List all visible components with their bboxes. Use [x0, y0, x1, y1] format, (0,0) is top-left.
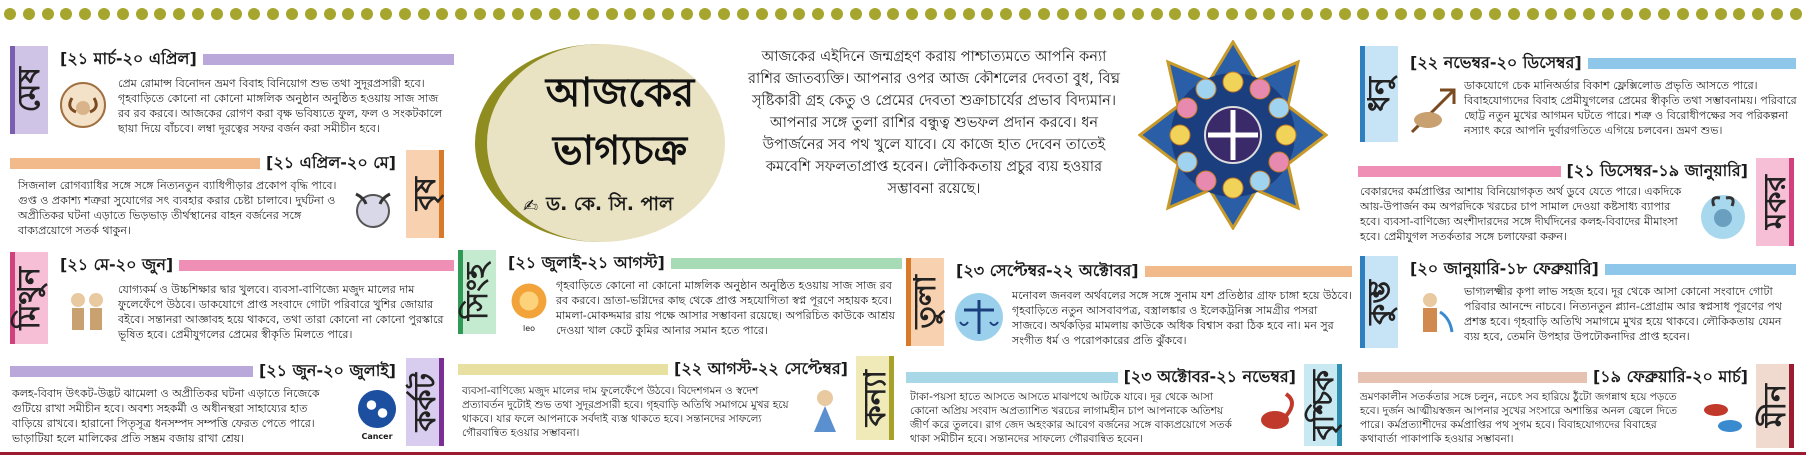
border-dot	[1790, 8, 1802, 20]
border-dot	[173, 8, 185, 20]
border-dot	[1207, 8, 1219, 20]
maiden-icon	[796, 380, 854, 438]
cancer-text: কলহ-বিবাদ উৎকট-উদ্ভট ঝামেলা ও অপ্রীতিকর ঘটনা এড়াতে নিজেকে গুটিয়ে রাখা সমীচীন হবে। অবশ্য সহকর্মী ও অধীনস্থরা সাহায্যের হাত বাড়িয়ে রাখবে। হারানো পিতৃসূত্র ধনসম্পদ সম্পত্তি ফেরত পেতে পারে। ভাড়াটিয়া হলে মালিকের প্রতি সম্ভ্রম বজায় রাখা শ্রেয়।	[12, 387, 320, 445]
border-dot	[1583, 8, 1595, 20]
border-dot	[42, 8, 54, 20]
libra-color-bar	[1145, 266, 1352, 277]
cancer-tab	[406, 358, 444, 446]
taurus-color-bar	[10, 158, 260, 169]
border-dot	[361, 8, 373, 20]
lion-icon	[500, 276, 558, 334]
sagittarius-date-row	[1404, 50, 1796, 76]
sagittarius-dates: [২২ নভেম্বর-২০ ডিসেম্বর]	[1410, 52, 1582, 72]
crab-icon	[348, 384, 406, 442]
border-dot	[60, 8, 72, 20]
border-dot	[1357, 8, 1369, 20]
libra-text: মনোবল জনবল অর্থবলের সঙ্গে সঙ্গে সুনাম যশ প্রতিষ্ঠার গ্রাফ চাঙ্গা হয়ে উঠবে। গৃহবাড়িতে নতুন আসবাবপত্র, বস্ত্রালঙ্কার ও ইলেকট্রনিক্স সামগ্রীর পসরা সাজবে। অর্থকড়ির মামলায় কাউকে অধিক বিশ্বাস করা ঠিক হবে না। মন সুর সংগীত ধর্ম ও পরোপকারের প্রতি ঝুঁকবে।	[1012, 289, 1352, 347]
aquarius-name: কুম্ভ	[1361, 279, 1397, 325]
scorpio-date-row	[906, 364, 1302, 390]
leo-text: গৃহবাড়িতে কোনো না কোনো মাঙ্গলিক অনুষ্ঠান অনুষ্ঠিত হওয়ায় সাজ সাজ রব রব করবে। ভ্রাতা-ভগ্নিদের কাছ থেকে প্রাপ্ত সহযোগিতা স্বপ্ন পূরণে সহায়ক হবে। মামলা-মোকদ্দমার রায় পক্ষে আসার সম্ভাবনা রয়েছে। অপরিচিত কাউকে আশ্রয় দেওয়া খাল কেটে কুমির আনার সমান হতে পারে।	[556, 279, 895, 337]
border-dot	[1545, 8, 1557, 20]
border-dot	[1677, 8, 1689, 20]
border-dot	[1057, 8, 1069, 20]
archer-icon	[1404, 82, 1462, 140]
sagittarius-text: ডাকযোগে চেক মানিঅর্ডার বিকাশ ফ্লেক্সিলোড প্রভৃতি আসতে পারে। বিবাহযোগ্যদের বিবাহ প্রেমীযুগলের প্রেমের স্বীকৃতি তথা সম্ভাবনাময়। পরিবারে ছোট্ট নতুন মুখের আগমন ঘটতে পারে। শত্রু ও বিরোধীপক্ষের সব পরিকল্পনা নস্যাৎ করে আপনি দুর্বারগতিতে এগিয়ে চলবেন। ভ্রমণ শুভ।	[1464, 79, 1797, 137]
virgo-name: কন্যা	[857, 369, 893, 427]
pisces-dates: [১৯ ফেব্রুয়ারি-২০ মার্চ]	[1592, 366, 1748, 386]
border-dot	[380, 8, 392, 20]
gemini-tab	[10, 252, 48, 344]
libra-dates: [২৩ সেপ্টেম্বর-২২ অক্টোবর]	[956, 260, 1139, 280]
virgo-date-row	[458, 356, 854, 382]
border-dot	[1019, 8, 1031, 20]
scorpio-dates: [২৩ অক্টোবর-২১ নভেম্বর]	[1123, 366, 1296, 386]
border-dot	[418, 8, 430, 20]
cancer-name: কর্কট	[407, 372, 443, 432]
virgo-color-bar	[458, 364, 668, 375]
border-dot	[1489, 8, 1501, 20]
border-dot	[192, 8, 204, 20]
border-dot	[1075, 8, 1087, 20]
leo-icon-label: leo	[522, 323, 536, 333]
gemini-date-row	[54, 252, 454, 278]
gemini-name: মিথুন	[11, 266, 47, 330]
zodiac-wheel-icon	[1138, 40, 1328, 230]
aries-tab	[10, 46, 48, 134]
leo-color-bar	[671, 258, 902, 269]
border-dot	[1320, 8, 1332, 20]
author-name: ড. কে. সি. পাল	[546, 193, 674, 215]
intro-paragraph-1: আজকের এইদিনে জন্মগ্রহণ করায় পাশ্চাত্যমতে আপনি কন্যা রাশির জাতব্যক্তি। আপনার ওপর আজ কৌশলের দেবতা বুধ, বিঘ্ন সৃষ্টিকারী গ্রহ কেতু ও প্রেমের দেবতা শুক্রাচার্যের প্রভাব বিদ্যমান।	[748, 49, 1120, 109]
border-dot	[1188, 8, 1200, 20]
border-dot	[1169, 8, 1181, 20]
virgo-dates: [২২ আগস্ট-২২ সেপ্টেম্বর]	[674, 358, 848, 378]
border-dot	[568, 8, 580, 20]
border-dot	[1602, 8, 1614, 20]
cancer-dates: [২১ জুন-২০ জুলাই]	[258, 360, 396, 380]
border-dot	[1771, 8, 1783, 20]
border-dot	[1564, 8, 1576, 20]
intro-paragraph-2: আপনার সঙ্গে তুলা রাশির বন্ধুত্ব শুভফল প্রদান করবে। ধন উপার্জনের সব পথ খুলে যাবে। যে কাজে হাত দেবেন তাতেই কমবেশি সফলতাপ্রাপ্ত হবেন। লৌকিকতায় প্রচুর ব্যয় হওয়ার সম্ভাবনা রয়েছে।	[762, 115, 1106, 197]
capricorn-name: মকর	[1757, 174, 1793, 230]
border-dot	[1376, 8, 1388, 20]
border-dot	[1621, 8, 1633, 20]
cancer-date-row	[10, 358, 402, 384]
border-dot	[305, 8, 317, 20]
border-dot	[850, 8, 862, 20]
border-dot	[549, 8, 561, 20]
border-dot	[1132, 8, 1144, 20]
sagittarius-tab	[1360, 46, 1398, 142]
border-dot	[1226, 8, 1238, 20]
border-dot	[79, 8, 91, 20]
border-dot	[1733, 8, 1745, 20]
page-title	[515, 64, 725, 180]
border-dot	[1282, 8, 1294, 20]
leo-dates: [২১ জুলাই-২১ আগস্ট]	[508, 252, 665, 272]
pisces-tab	[1756, 364, 1794, 448]
capricorn-dates: [২১ ডিসেম্বর-১৯ জানুয়ারি]	[1566, 160, 1748, 180]
leo-tab	[458, 250, 496, 334]
border-dot	[136, 8, 148, 20]
border-dot	[1094, 8, 1106, 20]
border-dot	[1414, 8, 1426, 20]
border-dot	[98, 8, 110, 20]
taurus-date-row	[10, 150, 402, 176]
taurus-name: বৃষ	[407, 177, 443, 211]
border-dot	[681, 8, 693, 20]
border-dot	[1245, 8, 1257, 20]
water-bearer-icon	[1404, 284, 1462, 342]
border-dot	[248, 8, 260, 20]
border-dot	[1301, 8, 1313, 20]
border-dot	[1696, 8, 1708, 20]
aries-date-row	[54, 46, 454, 72]
scorpio-tab	[1304, 364, 1342, 446]
virgo-tab	[856, 356, 894, 440]
pisces-date-row	[1358, 364, 1754, 390]
capricorn-tab	[1756, 158, 1794, 246]
gemini-color-bar	[179, 260, 454, 271]
taurus-tab	[406, 150, 444, 238]
border-dot	[775, 8, 787, 20]
border-dot	[512, 8, 524, 20]
border-dot	[981, 8, 993, 20]
border-dot	[869, 8, 881, 20]
title-block	[475, 44, 725, 242]
pisces-color-bar	[1358, 372, 1587, 383]
border-dot	[587, 8, 599, 20]
taurus-text: সিজনাল রোগব্যাধির সঙ্গে সঙ্গে নিত্যনতুন ব্যাধিপীড়ার প্রকোপ বৃদ্ধি পাবে। গুপ্ত ও প্রকাশ্য শত্রুরা সুযোগের সৎ ব্যবহার করার চেষ্টা চালাবে। দুর্ঘটনা ও অপ্রীতিকর ঘটনা এড়াতে ভিড়ভাড় তীর্থস্থানের বাহন বর্জনের সঙ্গে বাক্যপ্রয়োগে সতর্ক থাকুন।	[18, 179, 337, 237]
border-dot	[211, 8, 223, 20]
aquarius-dates: [২০ জানুয়ারি-১৮ ফেব্রুয়ারি]	[1410, 258, 1599, 278]
scorpio-color-bar	[906, 372, 1118, 383]
title-line-2: ভাগ্যচক্র	[552, 128, 688, 174]
border-dot	[1470, 8, 1482, 20]
border-dot	[643, 8, 655, 20]
border-dot	[1113, 8, 1125, 20]
border-dot	[1395, 8, 1407, 20]
libra-tab	[906, 258, 944, 346]
cancer-icon-label: Cancer	[361, 431, 393, 441]
border-dot	[699, 8, 711, 20]
aquarius-date-row	[1404, 256, 1796, 282]
birthday-intro	[748, 46, 1120, 200]
taurus-dates: [২১ এপ্রিল-২০ মে]	[266, 152, 396, 172]
border-dot	[963, 8, 975, 20]
cancer-color-bar	[10, 366, 253, 377]
libra-date-row	[950, 258, 1352, 284]
twins-icon	[58, 282, 116, 340]
scorpion-icon	[1246, 386, 1304, 444]
border-dot	[606, 8, 618, 20]
pen-icon: ✍	[523, 195, 539, 217]
border-dot	[1263, 8, 1275, 20]
aquarius-text: ভাগ্যলক্ষ্মীর কৃপা লাভ সহজ হবে। দূর থেকে আসা কোনো সংবাদে গোটা পরিবার আনন্দে নাচবে। নিত্যনতুন প্ল্যান-প্রোগ্রাম আর স্বপ্নসাধ পূরণের পথ প্রশস্ত হবে। গৃহবাড়ি অতিথি সমাগমে মুখর হয়ে থাকবে। লৌকিকতায় যেমন ব্যয় হবে, তেমনি উপহার উপঢৌকনাদির প্রাপ্ত হবেন।	[1464, 285, 1782, 343]
aquarius-color-bar	[1605, 264, 1796, 275]
border-dot	[1715, 8, 1727, 20]
border-dot	[925, 8, 937, 20]
leo-date-row	[502, 250, 902, 276]
virgo-text: ব্যবসা-বাণিজ্যে মজুদ মালের দাম ফুলেফেঁপে উঠবে। বিদেশগমন ও স্বদেশ প্রত্যাবর্তন দুটোই শুভ তথা সুদূরপ্রসারী হবে। গৃহবাড়ি অতিথি সমাগমে মুখর হয়ে থাকবে। যার ফলে আপনাকে সর্বদাই ব্যস্ত থাকতে হবে। সন্তানদের সাফল্যে গৌরবান্বিত হওয়ার সম্ভাবনা।	[462, 385, 789, 439]
gemini-text: যোগ্যকর্ম ও উচ্চশিক্ষার দ্বার খুলবে। ব্যবসা-বাণিজ্যে মজুদ মালের দাম ফুলেফেঁপে উঠবে। ডাকযোগে প্রাপ্ত সংবাদে গোটা পরিবারে খুশির জোয়ার বইবে। সন্তানরা আজ্ঞাবহ হয়ে থাকবে, তথা তারা কোনো না কোনো পুরস্কারে ভূষিত হবে। প্রেমীযুগলের প্রেমের স্বীকৃতি মিলতে পারে।	[118, 283, 444, 341]
border-dot	[436, 8, 448, 20]
aries-text: প্রেম রোমান্স বিনোদন ভ্রমণ বিবাহ বিনিয়োগ শুভ তথা সুদূরপ্রসারী হবে। গৃহবাড়িতে কোনো না কোনো মাঙ্গলিক অনুষ্ঠান অনুষ্ঠিত হওয়ায় সাজ সাজ রব রব করবে। আজকের রোগণ করা বৃক্ষ ভবিষ্যতে ফুল, ফল ও সংকটকালে ছায়া দিয়ে বাঁচবে। লম্বা দূরত্বের সফর বর্জন করা সমীচীন হবে।	[118, 77, 443, 135]
border-dot	[324, 8, 336, 20]
border-dot	[1433, 8, 1445, 20]
aries-dates: [২১ মার্চ-২০ এপ্রিল]	[60, 48, 197, 68]
pisces-name: মীন	[1757, 384, 1793, 428]
aries-name: মেষ	[11, 67, 47, 113]
border-dot	[23, 8, 35, 20]
aries-color-bar	[203, 54, 454, 65]
border-dot	[399, 8, 411, 20]
border-dot	[662, 8, 674, 20]
sagittarius-color-bar	[1588, 58, 1796, 69]
border-dot	[1451, 8, 1463, 20]
border-dot	[1658, 8, 1670, 20]
border-dot	[624, 8, 636, 20]
border-dot	[286, 8, 298, 20]
bull-icon	[344, 180, 402, 238]
border-dot	[4, 8, 16, 20]
gemini-dates: [২১ মে-২০ জুন]	[60, 254, 174, 274]
border-dot	[1752, 8, 1764, 20]
border-dot	[1000, 8, 1012, 20]
border-dot	[944, 8, 956, 20]
border-dot	[718, 8, 730, 20]
scorpio-text: টাকা-পয়সা হাতে আসতে আসতে মাঝপথে আটকে যাবে। দূর থেকে আসা কোনো অপ্রিয় সংবাদ অপ্রত্যাশিত খরচের লাগামহীন চাপ আপনাকে অতিশয় জীর্ণ করে তুলবে। রাগ জেদ অহংকার আবেগ বর্জনের সঙ্গে বাক্যপ্রয়োগে সতর্ক থাকা সমীচীন হবে। সন্তানদের সাফল্যে গৌরবান্বিত হবেন।	[910, 391, 1232, 445]
border-dot	[342, 8, 354, 20]
border-dot	[1151, 8, 1163, 20]
border-dot	[793, 8, 805, 20]
aquarius-tab	[1360, 256, 1398, 348]
top-dot-border	[0, 8, 1806, 24]
border-dot	[117, 8, 129, 20]
border-dot	[1527, 8, 1539, 20]
border-dot	[474, 8, 486, 20]
border-dot	[455, 8, 467, 20]
libra-name: তুলা	[907, 275, 943, 329]
border-dot	[831, 8, 843, 20]
title-line-1: আজকের	[545, 70, 695, 116]
goat-icon	[1694, 188, 1752, 246]
scorpio-name: বৃশ্চিক	[1305, 369, 1341, 441]
fish-icon	[1694, 388, 1752, 446]
capricorn-color-bar	[1358, 166, 1561, 177]
leo-name: সিংহ	[459, 263, 495, 321]
border-dot	[1639, 8, 1651, 20]
border-dot	[1038, 8, 1050, 20]
sagittarius-name: ধনু	[1361, 76, 1397, 112]
pisces-text: ভ্রমণকালীন সতর্কতার সঙ্গে চলুন, নচেৎ সব হারিয়ে ঠুঁটো জগন্নাথ হয়ে পড়তে হবে। দুর্জন আত্মীয়স্বজন আপনার সুখের সংসারে অশান্তির অনল জ্বেলে দিতে পারে। কর্মপ্রত্যাশীদের কর্মপ্রাপ্তির পথ সুগম হবে। বিবাহযোগ্যদের বিবাহের কথাবার্তা পাকাপাকি হওয়ার সম্ভাবনা।	[1360, 391, 1678, 445]
scales-icon	[950, 288, 1008, 346]
border-dot	[1508, 8, 1520, 20]
border-dot	[230, 8, 242, 20]
border-dot	[812, 8, 824, 20]
capricorn-text: বেকারদের কর্মপ্রাপ্তির আশায় বিনিয়োগকৃত অর্থ ডুবে যেতে পারে। একদিকে আয়-উপার্জন কম অপরদিকে খরচের চাপ সামাল দেওয়া কষ্টসাধ্য ব্যাপার হবে। ব্যবসা-বাণিজ্যে অংশীদারদের সঙ্গে দীর্ঘদিনের কলহ-বিবাদের মীমাংসা হবে। প্রেমীযুগল সতর্কতার সঙ্গে চলাফেরা করুন।	[1360, 185, 1682, 243]
bottom-rule	[0, 452, 1806, 455]
border-dot	[530, 8, 542, 20]
capricorn-date-row	[1358, 158, 1754, 184]
border-dot	[887, 8, 899, 20]
border-dot	[154, 8, 166, 20]
ram-icon	[54, 76, 112, 134]
author-byline	[523, 190, 673, 222]
border-dot	[737, 8, 749, 20]
border-dot	[1339, 8, 1351, 20]
border-dot	[906, 8, 918, 20]
border-dot	[267, 8, 279, 20]
border-dot	[493, 8, 505, 20]
border-dot	[756, 8, 768, 20]
